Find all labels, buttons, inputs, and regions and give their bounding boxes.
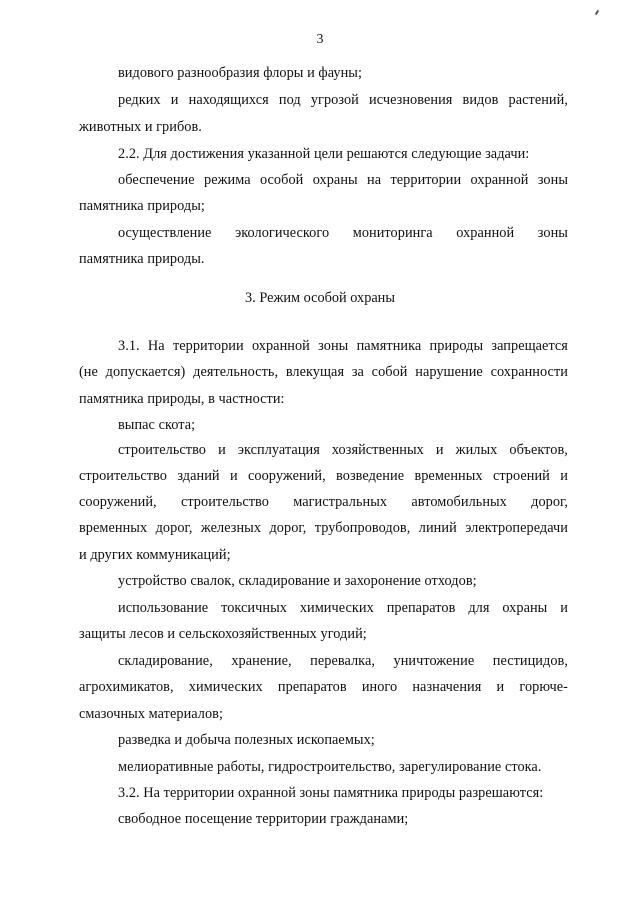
word: сооружений, xyxy=(248,468,326,484)
text-line: 3.2. На территории охранной зоны памятника природы разрешаются: xyxy=(118,785,544,801)
justified-line xyxy=(118,337,568,355)
text-line: мелиоративные работы, гидростроительство, зарегулирование стока. xyxy=(118,759,542,775)
word: нарушение xyxy=(415,364,483,380)
word: и xyxy=(435,442,444,458)
word: обеспечение xyxy=(118,172,195,188)
word: временных xyxy=(414,468,483,484)
word: территории xyxy=(390,172,462,188)
word: угрозой xyxy=(310,92,359,108)
word: и xyxy=(170,92,179,108)
word: и xyxy=(560,468,568,484)
word: химических xyxy=(299,600,374,616)
word: исчезновения xyxy=(369,92,453,108)
word: строительство xyxy=(79,468,168,484)
page-number: 3 xyxy=(316,32,324,47)
word: автомобильных xyxy=(411,494,507,510)
word: зоны xyxy=(318,338,349,354)
text-line: 2.2. Для достижения указанной цели решаются следующие задачи: xyxy=(118,146,530,162)
word: охраны xyxy=(502,600,548,616)
word: токсичных xyxy=(221,600,287,616)
word: пестицидов, xyxy=(492,653,568,669)
text-line: памятника природы. xyxy=(79,251,205,267)
text-line: устройство свалок, складирование и захоронение отходов; xyxy=(118,573,477,589)
justified-line xyxy=(118,652,568,670)
word: электропередачи xyxy=(465,520,568,536)
word: охранной xyxy=(251,338,310,354)
word: железных xyxy=(200,520,262,536)
word: запрещается xyxy=(491,338,568,354)
word: мониторинга xyxy=(352,225,433,241)
section-heading: 3. Режим особой охраны xyxy=(245,290,395,306)
word: иного xyxy=(361,679,398,695)
word: сохранности xyxy=(490,364,568,380)
word: осуществление xyxy=(118,225,212,241)
word: химических xyxy=(188,679,263,695)
word: На xyxy=(147,338,165,354)
word: временных xyxy=(79,520,148,536)
word: (не xyxy=(79,364,98,380)
justified-line xyxy=(118,171,568,189)
word: находящихся xyxy=(188,92,269,108)
word: собой xyxy=(371,364,408,380)
word: допускается) xyxy=(105,364,186,380)
word: хозяйственных xyxy=(331,442,424,458)
word: под xyxy=(278,92,301,108)
word: трубопроводов, xyxy=(314,520,411,536)
word: зоны xyxy=(537,225,568,241)
word: строений xyxy=(492,468,550,484)
word: на xyxy=(367,172,382,188)
word: 3.1. xyxy=(118,338,140,354)
word: использование xyxy=(118,600,209,616)
text-line: и других коммуникаций; xyxy=(79,547,231,563)
word: режима xyxy=(204,172,251,188)
text-line: защиты лесов и сельскохозяйственных угодий; xyxy=(79,626,367,642)
word: магистральных xyxy=(293,494,388,510)
word: линий xyxy=(418,520,457,536)
justified-line xyxy=(118,441,568,459)
word: видов xyxy=(462,92,499,108)
justified-line xyxy=(79,363,568,381)
word: дорог, xyxy=(531,494,568,510)
text-line: выпас скота; xyxy=(118,417,196,433)
justified-line xyxy=(118,91,568,109)
word: деятельность, xyxy=(193,364,279,380)
word: за xyxy=(351,364,364,380)
word: редких xyxy=(118,92,161,108)
word: особой xyxy=(259,172,304,188)
word: зданий xyxy=(177,468,220,484)
word: охранной xyxy=(456,225,515,241)
word: экологического xyxy=(235,225,330,241)
word: объектов, xyxy=(509,442,568,458)
scan-mark xyxy=(595,10,599,15)
text-line: смазочных материалов; xyxy=(79,706,223,722)
text-line: разведка и добыча полезных ископаемых; xyxy=(118,732,375,748)
word: назначения xyxy=(412,679,482,695)
word: агрохимикатов, xyxy=(79,679,174,695)
word: территории xyxy=(172,338,244,354)
word: уничтожение xyxy=(393,653,475,669)
word: жилых xyxy=(455,442,498,458)
text-line: животных и грибов. xyxy=(79,119,202,135)
word: растений, xyxy=(508,92,568,108)
word: дорог, xyxy=(269,520,307,536)
word: возведение xyxy=(336,468,405,484)
justified-line xyxy=(118,599,568,617)
word: для xyxy=(468,600,490,616)
word: сооружений, xyxy=(79,494,157,510)
word: препаратов xyxy=(277,679,347,695)
text-line: видового разнообразия флоры и фауны; xyxy=(118,65,362,81)
word: и xyxy=(229,468,238,484)
text-line: свободное посещение территории гражданами; xyxy=(118,811,409,827)
word: горюче- xyxy=(519,679,568,695)
word: хранение, xyxy=(231,653,292,669)
text-line: памятника природы, в частности: xyxy=(79,391,285,407)
justified-line xyxy=(79,467,568,485)
word: памятника xyxy=(356,338,422,354)
justified-line xyxy=(79,678,568,696)
justified-line xyxy=(79,519,568,537)
word: и xyxy=(218,442,226,458)
word: строительство xyxy=(118,442,207,458)
text-line: памятника природы; xyxy=(79,198,205,214)
word: дорог, xyxy=(155,520,193,536)
word: перевалка, xyxy=(310,653,375,669)
justified-line xyxy=(79,493,568,511)
justified-line xyxy=(118,224,568,242)
word: препаратов xyxy=(386,600,456,616)
word: охранной xyxy=(470,172,529,188)
word: строительство xyxy=(180,494,269,510)
word: складирование, xyxy=(118,653,213,669)
word: природы xyxy=(429,338,484,354)
word: зоны xyxy=(537,172,568,188)
word: и xyxy=(560,600,568,616)
word: влекущая xyxy=(285,364,345,380)
word: и xyxy=(496,679,505,695)
word: эксплуатация xyxy=(237,442,320,458)
word: охраны xyxy=(312,172,358,188)
